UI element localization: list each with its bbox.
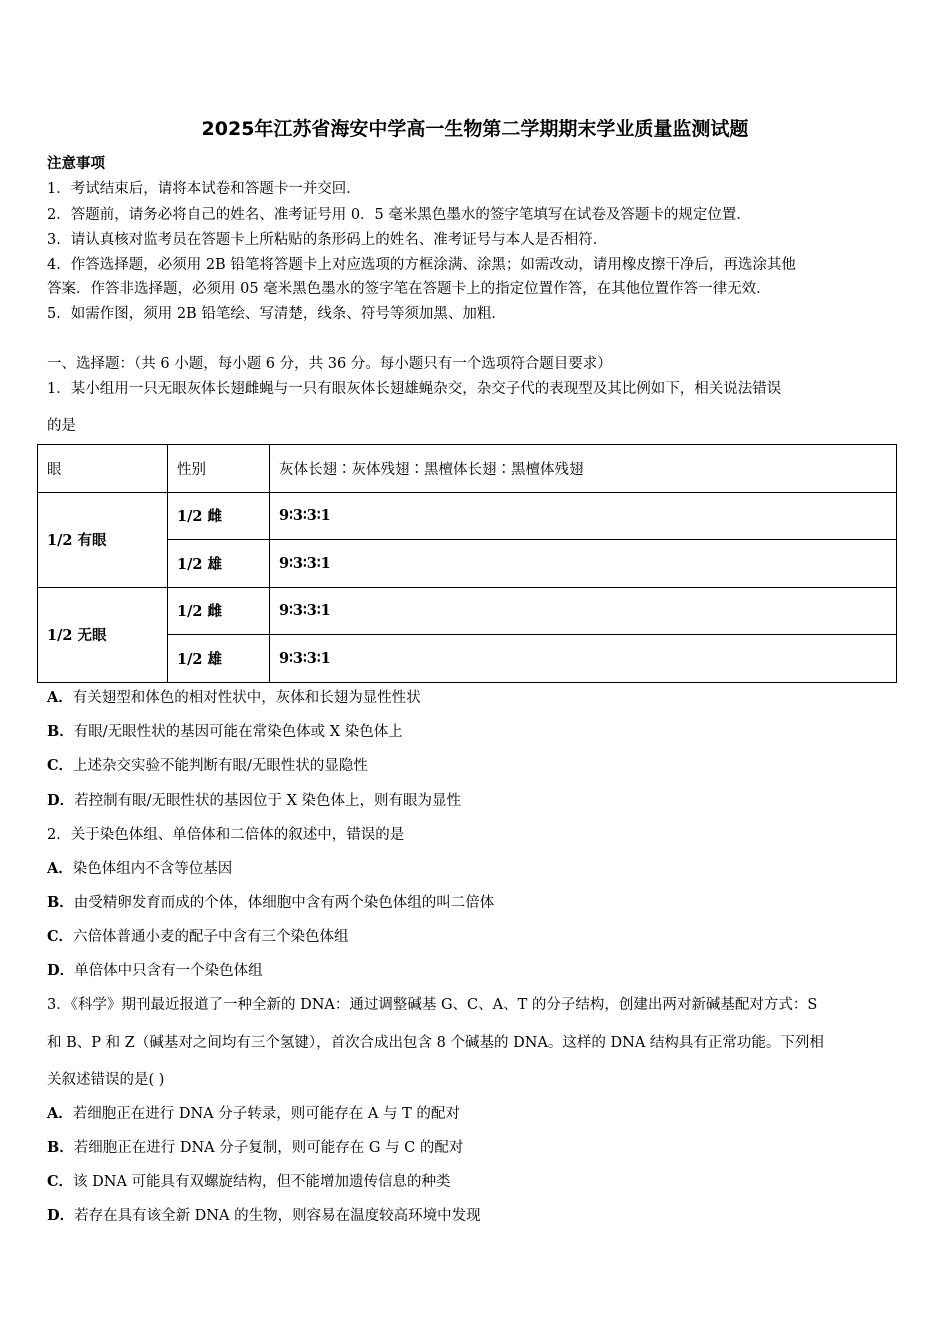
page-title: 2025年江苏省海安中学高一生物第二学期期末学业质量监测试题 bbox=[201, 118, 749, 140]
notice-item: 答案．作答非选择题，必须用 05 毫米黑色墨水的签字笔在答题卡上的指定位置作答，在其他位置作答一律无效． bbox=[47, 281, 771, 297]
q1-table bbox=[37, 444, 897, 683]
notice-item: 3．请认真核对监考员在答题卡上所粘贴的条形码上的姓名、准考证号与本人是否相符． bbox=[47, 232, 608, 248]
q3-option-d bbox=[47, 1204, 481, 1225]
q2-option-c bbox=[47, 925, 349, 946]
option-text: 若控制有眼/无眼性状的基因位于 X 染色体上，则有眼为显性 bbox=[74, 793, 462, 809]
option-text: 有眼/无眼性状的基因可能在常染色体或 X 染色体上 bbox=[73, 724, 403, 740]
option-label: D． bbox=[47, 792, 75, 809]
table-cell-sex: 1/2 雌 bbox=[168, 587, 270, 635]
q1-stem: 1．某小组用一只无眼灰体长翅雌蝇与一只有眼灰体长翅雄蝇杂交，杂交子代的表现型及其比例如下，相关说法错误 bbox=[47, 381, 782, 397]
q3-option-c bbox=[47, 1170, 451, 1191]
q1-option-a bbox=[47, 686, 421, 707]
option-text: 六倍体普通小麦的配子中含有三个染色体组 bbox=[73, 929, 349, 945]
q1-option-c bbox=[47, 754, 368, 775]
option-label: C． bbox=[47, 928, 74, 945]
option-label: D． bbox=[47, 962, 75, 979]
option-label: A． bbox=[47, 1105, 73, 1122]
q2-option-b bbox=[47, 891, 494, 912]
q3-option-b bbox=[47, 1136, 463, 1157]
table-cell-ratio: 9∶3∶3∶1 bbox=[270, 492, 897, 540]
q3-option-a bbox=[47, 1102, 460, 1123]
option-label: C． bbox=[47, 757, 74, 774]
q1-option-d bbox=[47, 789, 461, 810]
option-label: B． bbox=[47, 723, 74, 740]
option-text: 若细胞正在进行 DNA 分子复制，则可能存在 G 与 C 的配对 bbox=[73, 1140, 464, 1156]
notice-item: 2．答题前，请务必将自己的姓名、准考证号用 0．5 毫米黑色墨水的签字笔填写在试卷及答题卡的规定位置． bbox=[47, 207, 751, 223]
q2-option-d bbox=[47, 959, 263, 980]
table-cell-group: 1/2 无眼 bbox=[38, 587, 168, 682]
q3-stem: 3．《科学》期刊最近报道了一种全新的 DNA：通过调整碱基 G、C、A、T 的分子结构，创建出两对新碱基配对方式：S bbox=[47, 997, 818, 1013]
option-text: 有关翅型和体色的相对性状中，灰体和长翅为显性性状 bbox=[72, 690, 421, 706]
table-header: 性别 bbox=[168, 445, 270, 493]
option-label: B． bbox=[47, 894, 74, 911]
q3-stem: 关叙述错误的是( ) bbox=[47, 1072, 165, 1088]
option-text: 单倍体中只含有一个染色体组 bbox=[74, 963, 263, 979]
q1-stem: 的是 bbox=[47, 418, 76, 434]
option-label: A． bbox=[47, 689, 73, 706]
option-text: 若细胞正在进行 DNA 分子转录，则可能存在 A 与 T 的配对 bbox=[72, 1106, 460, 1122]
table-cell-sex: 1/2 雌 bbox=[168, 492, 270, 540]
option-text: 该 DNA 可能具有双螺旋结构，但不能增加遗传信息的种类 bbox=[73, 1174, 451, 1190]
table-cell-sex: 1/2 雄 bbox=[168, 540, 270, 588]
option-text: 染色体组内不含等位基因 bbox=[72, 861, 233, 877]
option-label: D． bbox=[47, 1207, 75, 1224]
option-text: 由受精卵发育而成的个体，体细胞中含有两个染色体组的叫二倍体 bbox=[73, 895, 495, 911]
notice-item: 1．考试结束后，请将本试卷和答题卡一并交回． bbox=[47, 181, 361, 197]
table-cell-ratio: 9∶3∶3∶1 bbox=[270, 587, 897, 635]
q2-option-a bbox=[47, 857, 232, 878]
q1-option-b bbox=[47, 720, 403, 741]
q3-stem: 和 B、P 和 Z（碱基对之间均有三个氢键），首次合成出包含 8 个碱基的 DNA。这样的 DNA 结构具有正常功能。下列相 bbox=[47, 1035, 824, 1051]
table-cell-ratio: 9∶3∶3∶1 bbox=[270, 635, 897, 683]
table-cell-group: 1/2 有眼 bbox=[38, 492, 168, 587]
table-header: 灰体长翅∶灰体残翅∶黑檀体长翅∶黑檀体残翅 bbox=[270, 445, 897, 493]
notice-item: 4．作答选择题，必须用 2B 铅笔将答题卡上对应选项的方框涂满、涂黑；如需改动，请用橡皮擦干净后，再选涂其他 bbox=[47, 257, 796, 273]
option-text: 上述杂交实验不能判断有眼/无眼性状的显隐性 bbox=[73, 758, 368, 774]
option-label: C． bbox=[47, 1173, 74, 1190]
option-label: B． bbox=[47, 1139, 74, 1156]
option-label: A． bbox=[47, 860, 73, 877]
notice-item: 5．如需作图，须用 2B 铅笔绘、写清楚，线条、符号等须加黑、加粗． bbox=[47, 306, 506, 322]
table-cell-ratio: 9∶3∶3∶1 bbox=[270, 540, 897, 588]
table-header: 眼 bbox=[38, 445, 168, 493]
notice-heading: 注意事项 bbox=[47, 155, 105, 172]
q2-stem: 2．关于染色体组、单倍体和二倍体的叙述中，错误的是 bbox=[47, 827, 405, 843]
section-heading: 一、选择题：（共 6 小题，每小题 6 分，共 36 分。每小题只有一个选项符合题目要求） bbox=[47, 356, 612, 372]
option-text: 若存在具有该全新 DNA 的生物，则容易在温度较高环境中发现 bbox=[74, 1208, 481, 1224]
table-cell-sex: 1/2 雄 bbox=[168, 635, 270, 683]
